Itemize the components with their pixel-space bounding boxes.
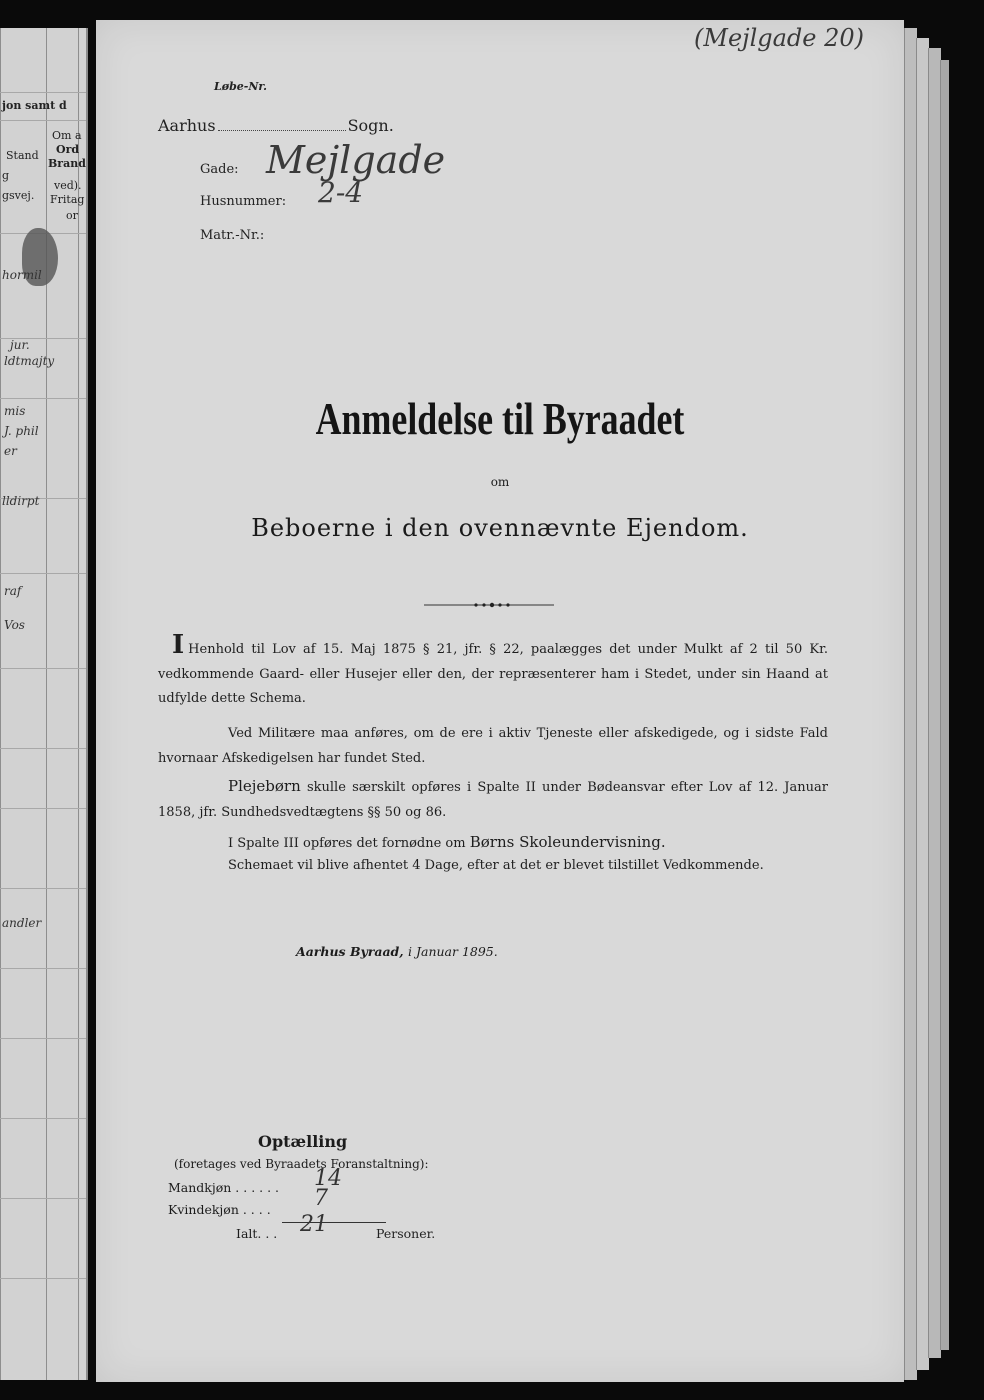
document-title: Anmeldelse til Byraadet [315,393,685,444]
paragraph-3-lead: Plejebørn [228,777,301,795]
left-page-handwriting: andler [2,916,42,930]
title-connector: om [490,475,510,489]
signature-date: i Januar 1895. [408,944,498,959]
left-page-handwriting: er [4,444,17,458]
paragraph-4-text: I Spalte III opføres det fornødne om [228,836,466,851]
parish-dotted-line [218,130,346,131]
left-page-text: Stand [6,149,39,162]
left-page-handwriting: jur. [10,338,30,352]
paragraph-1-text: Henhold til Lov af 15. Maj 1875 § 21, jfr. § 22, paalægges det under Mulkt af 2 til 50 Kr. vedkommende Gaard- eller Husejer eller den, der repræsenterer ham i Stedet, under sin Haand at udfylde dette Schema. [158,642,828,707]
paragraph-1 [158,632,828,712]
signature-org: Aarhus Byraad, [296,944,404,959]
left-page-handwriting: ldtmajty [4,354,55,368]
female-value: 7 [314,1186,328,1211]
left-page-text: Brand [48,157,86,170]
parish-prefix: Aarhus [158,116,216,135]
male-label: Mandkjøn . . . . . . [168,1180,280,1195]
female-label: Kvindekjøn . . . . [168,1202,271,1217]
left-page-header: jon samt d [2,99,67,112]
corner-annotation: (Mejlgade 20) [694,24,865,52]
total-value: 21 [300,1212,328,1237]
husnummer-value: 2-4 [318,176,364,209]
left-page-fragment [0,28,88,1380]
persons-label: Personer. [376,1226,436,1241]
left-page-text: gsvej. [2,189,35,202]
husnummer-label: Husnummer: [200,194,287,209]
left-page-handwriting: raf [4,584,22,598]
signature-line [296,944,498,959]
dropcap: I [172,630,185,660]
left-page-handwriting: Vos [4,618,25,632]
lobe-nr-label: Løbe-Nr. [214,80,267,93]
ornament-divider [424,600,554,610]
left-page-text: g [2,169,10,182]
count-title: Optælling [258,1132,348,1151]
left-page-text: Fritag [50,193,85,206]
left-page-text: Om a [52,129,82,142]
paragraph-5: Schemaet vil blive afhentet 4 Dage, efter at det er blevet tilstillet Vedkommende. [228,858,764,873]
left-page-handwriting: lldirpt [2,494,40,508]
count-subtitle: (foretages ved Byraadets Foranstaltning): [174,1157,429,1171]
paragraph-4 [158,828,828,857]
left-page-handwriting: mis [4,404,26,418]
left-page-text: or [66,209,78,222]
left-page-text: ved). [54,179,82,192]
paragraph-3 [158,772,828,825]
left-page-handwriting: J. phil [4,424,39,438]
parish-suffix: Sogn. [347,116,394,135]
document-subtitle: Beboerne i den ovennævnte Ejendom. [251,514,749,542]
parish-line [158,116,394,135]
male-value: 14 [314,1166,342,1191]
sum-line [282,1222,386,1223]
paragraph-3-text: skulle særskilt opføres i Spalte II under Bødeansvar efter Lov af 12. Januar 1858, jfr. Sundhedsvedtægtens §§ 50 og 86. [158,780,828,820]
paragraph-4-emphasis: Børns Skoleundervisning. [469,833,666,851]
document-page [96,20,904,1382]
left-page-text: Ord [56,143,80,156]
left-page-handwriting: hormil [2,268,42,282]
matr-nr-label: Matr.-Nr.: [200,228,265,243]
gade-label: Gade: [200,162,239,177]
paragraph-2: Ved Militære maa anføres, om de ere i aktiv Tjeneste eller afskedigede, og i sidste Fald hvornaar Afskedigelsen har fundet Sted. [158,726,828,766]
total-label: Ialt. . . [236,1226,278,1241]
page-edge [940,60,949,1350]
gade-value: Mejlgade [266,138,446,182]
